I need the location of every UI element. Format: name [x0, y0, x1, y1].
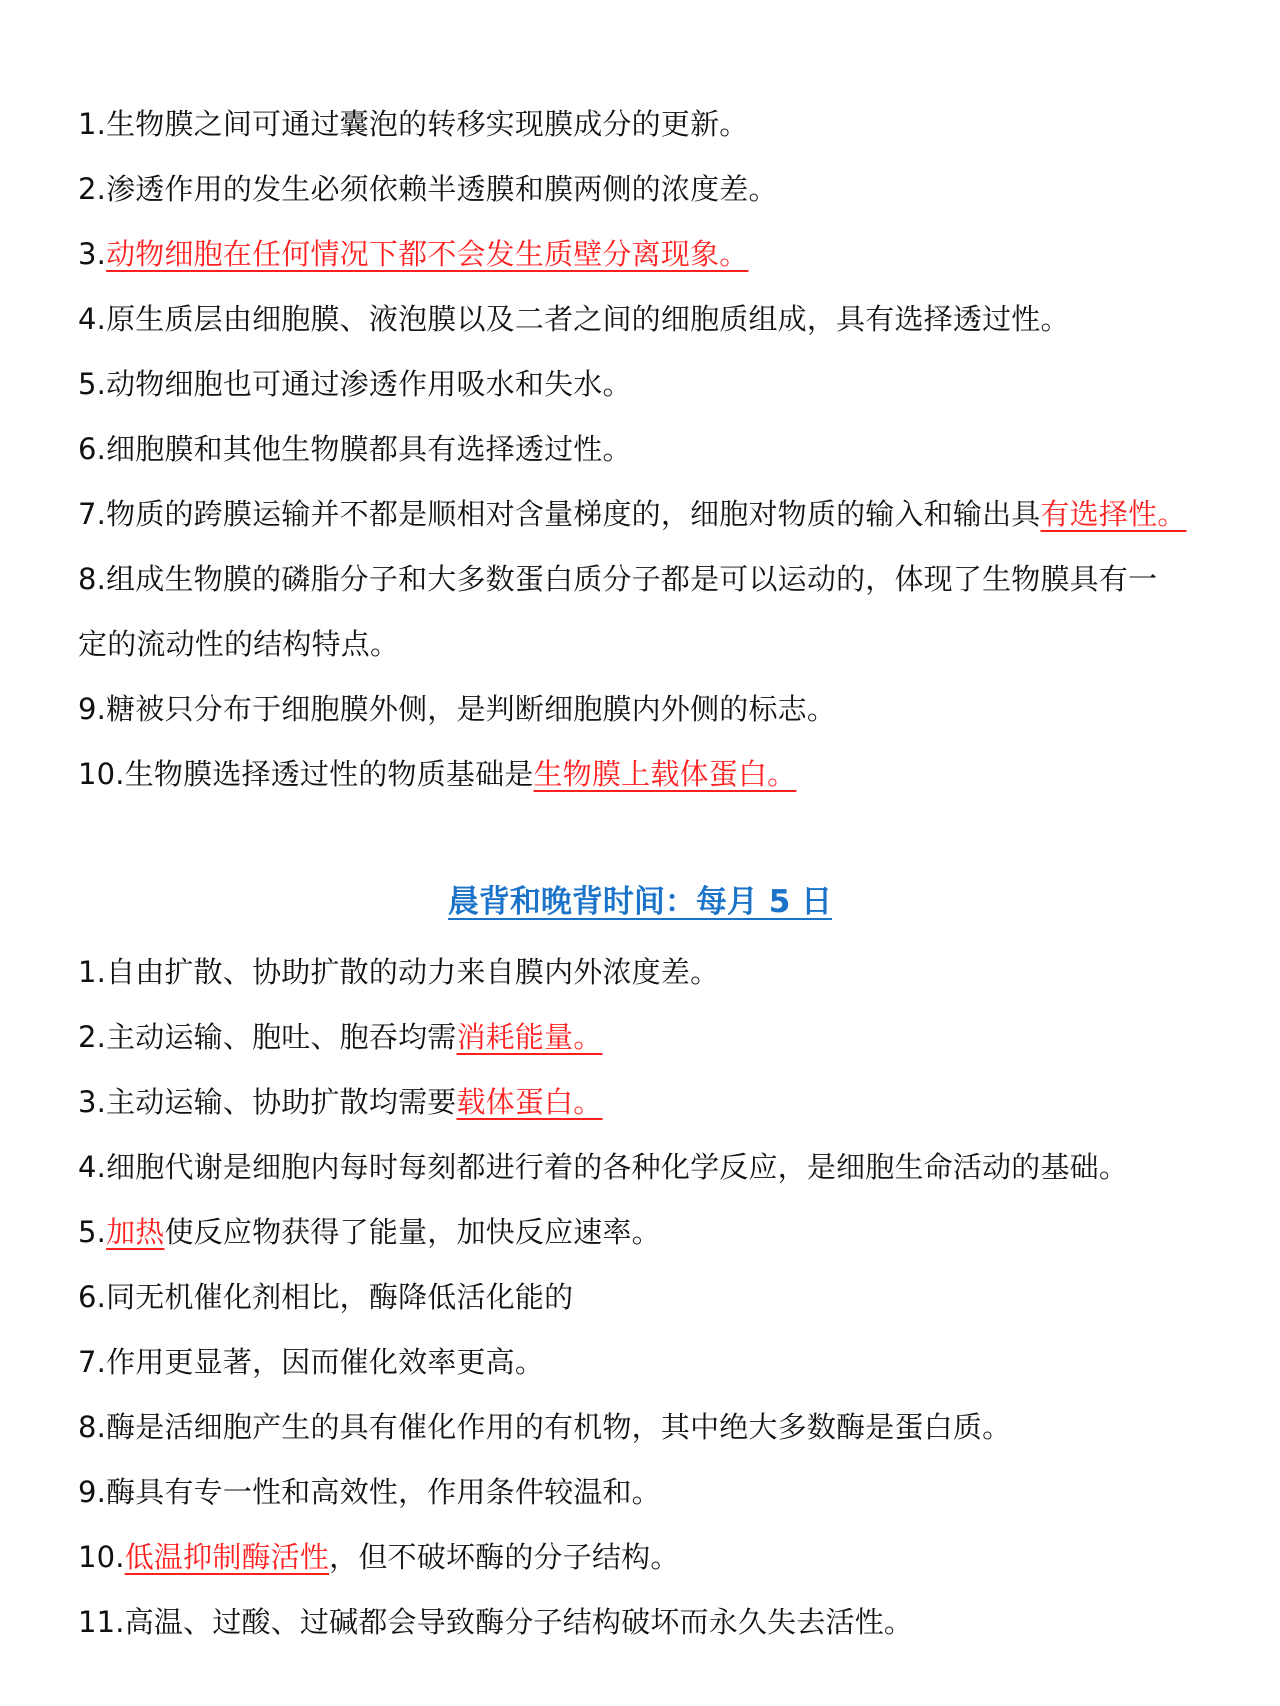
item-text: 同无机催化剂相比，酶降低活化能的 — [106, 1280, 574, 1314]
statement-list-1 — [78, 92, 1228, 807]
highlighted-text: 低温抑制酶活性 — [124, 1540, 330, 1574]
highlighted-text: 消耗能量。 — [456, 1020, 603, 1054]
item-text: 作用更显著，因而催化效率更高。 — [106, 1345, 545, 1379]
item-text: 使反应物获得了能量，加快反应速率。 — [164, 1215, 661, 1249]
list-item — [78, 1005, 1228, 1070]
item-number: 1. — [78, 955, 107, 989]
item-number: 9. — [78, 1475, 107, 1509]
list-item — [78, 1070, 1228, 1135]
item-number: 11. — [78, 1605, 125, 1639]
item-text: 酶具有专一性和高效性，作用条件较温和。 — [106, 1475, 661, 1509]
item-number: 6. — [78, 432, 107, 466]
list-item — [78, 222, 1228, 287]
item-number: 1. — [78, 107, 107, 141]
list-item — [78, 940, 1228, 1005]
item-number: 3. — [78, 237, 107, 271]
list-item — [78, 417, 1228, 482]
list-item — [78, 1525, 1228, 1590]
item-text: 主动运输、协助扩散均需要 — [106, 1085, 457, 1119]
list-item — [78, 287, 1228, 352]
highlighted-text: 生物膜上载体蛋白。 — [533, 757, 797, 791]
list-item — [78, 1395, 1228, 1460]
highlighted-text: 载体蛋白。 — [456, 1085, 603, 1119]
list-item-continuation — [78, 612, 1228, 677]
highlighted-text: 动物细胞在任何情况下都不会发生质壁分离现象。 — [106, 237, 749, 271]
item-number: 10. — [78, 757, 125, 791]
item-text: ，但不破坏酶的分子结构。 — [329, 1540, 680, 1574]
list-item — [78, 352, 1228, 417]
item-number: 6. — [78, 1280, 107, 1314]
item-number: 4. — [78, 302, 107, 336]
list-item — [78, 547, 1228, 612]
item-text: 酶是活细胞产生的具有催化作用的有机物，其中绝大多数酶是蛋白质。 — [106, 1410, 1012, 1444]
item-number: 8. — [78, 1410, 107, 1444]
list-item — [78, 1590, 1228, 1655]
item-text: 定的流动性的结构特点。 — [78, 627, 400, 661]
list-item — [78, 157, 1228, 222]
item-text: 高温、过酸、过碱都会导致酶分子结构破坏而永久失去活性。 — [124, 1605, 914, 1639]
list-item — [78, 1135, 1228, 1200]
item-text: 细胞膜和其他生物膜都具有选择透过性。 — [106, 432, 632, 466]
item-text: 渗透作用的发生必须依赖半透膜和膜两侧的浓度差。 — [106, 172, 778, 206]
list-item — [78, 677, 1228, 742]
section-heading — [0, 880, 1280, 924]
item-text: 生物膜之间可通过囊泡的转移实现膜成分的更新。 — [106, 107, 749, 141]
item-text: 细胞代谢是细胞内每时每刻都进行着的各种化学反应，是细胞生命活动的基础。 — [106, 1150, 1129, 1184]
item-number: 7. — [78, 1345, 107, 1379]
list-item — [78, 1460, 1228, 1525]
list-item — [78, 1200, 1228, 1265]
list-item — [78, 482, 1228, 547]
item-text: 自由扩散、协助扩散的动力来自膜内外浓度差。 — [106, 955, 720, 989]
item-text: 主动运输、胞吐、胞吞均需 — [106, 1020, 457, 1054]
item-number: 2. — [78, 172, 107, 206]
item-text: 组成生物膜的磷脂分子和大多数蛋白质分子都是可以运动的，体现了生物膜具有一 — [106, 562, 1158, 596]
item-number: 9. — [78, 692, 107, 726]
item-number: 10. — [78, 1540, 125, 1574]
item-text: 动物细胞也可通过渗透作用吸水和失水。 — [106, 367, 632, 401]
item-number: 5. — [78, 1215, 107, 1249]
item-text: 生物膜选择透过性的物质基础是 — [124, 757, 534, 791]
item-number: 2. — [78, 1020, 107, 1054]
list-item — [78, 1265, 1228, 1330]
list-item — [78, 92, 1228, 157]
item-number: 4. — [78, 1150, 107, 1184]
item-number: 5. — [78, 367, 107, 401]
highlighted-text: 有选择性。 — [1040, 497, 1187, 531]
item-text: 原生质层由细胞膜、液泡膜以及二者之间的细胞质组成，具有选择透过性。 — [106, 302, 1070, 336]
list-item — [78, 742, 1228, 807]
item-number: 8. — [78, 562, 107, 596]
item-text: 糖被只分布于细胞膜外侧，是判断细胞膜内外侧的标志。 — [106, 692, 837, 726]
statement-list-2 — [78, 940, 1228, 1655]
item-number: 3. — [78, 1085, 107, 1119]
item-number: 7. — [78, 497, 107, 531]
item-text: 物质的跨膜运输并不都是顺相对含量梯度的，细胞对物质的输入和输出具 — [106, 497, 1041, 531]
highlighted-text: 加热 — [106, 1215, 165, 1249]
heading-text: 晨背和晚背时间：每月 5 日 — [447, 884, 833, 920]
list-item — [78, 1330, 1228, 1395]
